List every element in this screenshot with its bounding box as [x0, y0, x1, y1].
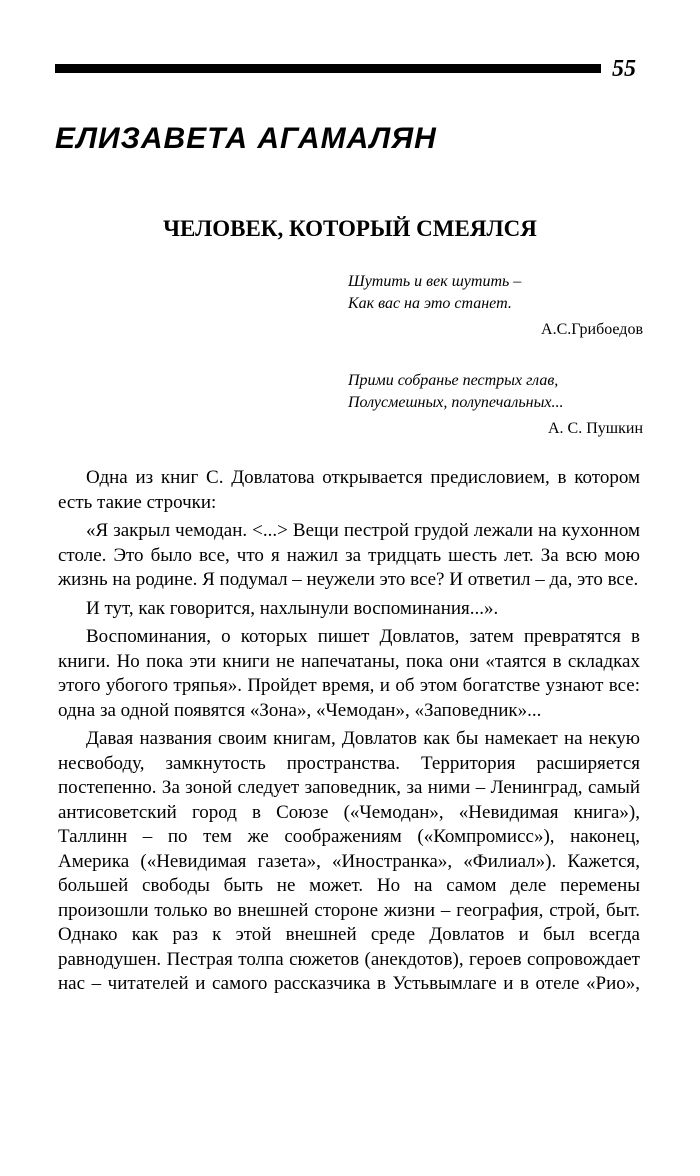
paragraph: «Я закрыл чемодан. <...> Вещи пестрой грудой лежали на кухонном столе. Это было все, что я нажил за тридцать шесть лет. За всю мою жизнь на родине. Я подумал – неужели это все? И ответил – да, это все.	[58, 520, 640, 590]
epigraph-griboedov	[348, 271, 643, 341]
epigraph-line: Как вас на это станет.	[348, 295, 512, 312]
paragraph: Одна из книг С. Довлатова открывается предисловием, в котором есть такие строчки:	[58, 467, 640, 513]
paragraph: И тут, как говорится, нахлынули воспоминания...».	[86, 597, 499, 619]
article-body	[58, 466, 640, 997]
page-number: 55	[612, 56, 636, 82]
epigraph-line: Полусмешных, полупечальных...	[348, 394, 564, 411]
paragraph: Воспоминания, о которых пишет Довлатов, затем превратятся в книги. Но пока эти книги не напечатаны, пока они «таятся в складках этого убогого тряпья». Пройдет время, и об этом богатстве узнают все: одна за одной появятся «Зона», «Чемодан», «Заповедник»...	[58, 626, 640, 721]
epigraph-attribution: А.С.Грибоедов	[541, 321, 643, 338]
header-rule	[55, 64, 601, 73]
epigraph-line: Прими собранье пестрых глав,	[348, 372, 559, 389]
paragraph: Давая названия своим книгам, Довлатов как бы намекает на некую несвободу, замкнутость пространства. Территория расширяется постепенно. За зоной следует заповедник, за ними – Ленинград, самый антисоветский город в Союзе («Чемодан», «Невидимая книга»), Таллинн – по тем же соображениям («Компромисс»), наконец, Америка («Невидимая газета», «Иностранка», «Филиал»). Кажется, большей свободы быть не может. Но на самом деле перемены произошли только во внешней стороне жизни – география, строй, быт. Однако как раз к этой внешней среде Довлатов и был всегда равнодушен. Пестрая толпа сюжетов (анекдотов), героев сопровождает нас – читателей и самого рассказчика в Устьвымлаге и в отеле «Рио»,	[58, 728, 640, 994]
article-title: ЧЕЛОВЕК, КОТОРЫЙ СМЕЯЛСЯ	[163, 216, 537, 241]
epigraph-line: Шутить и век шутить –	[348, 273, 522, 290]
epigraph-pushkin	[348, 370, 643, 440]
epigraph-attribution: А. С. Пушкин	[548, 420, 643, 437]
author-name: ЕЛИЗАВЕТА АГАМАЛЯН	[55, 122, 437, 155]
